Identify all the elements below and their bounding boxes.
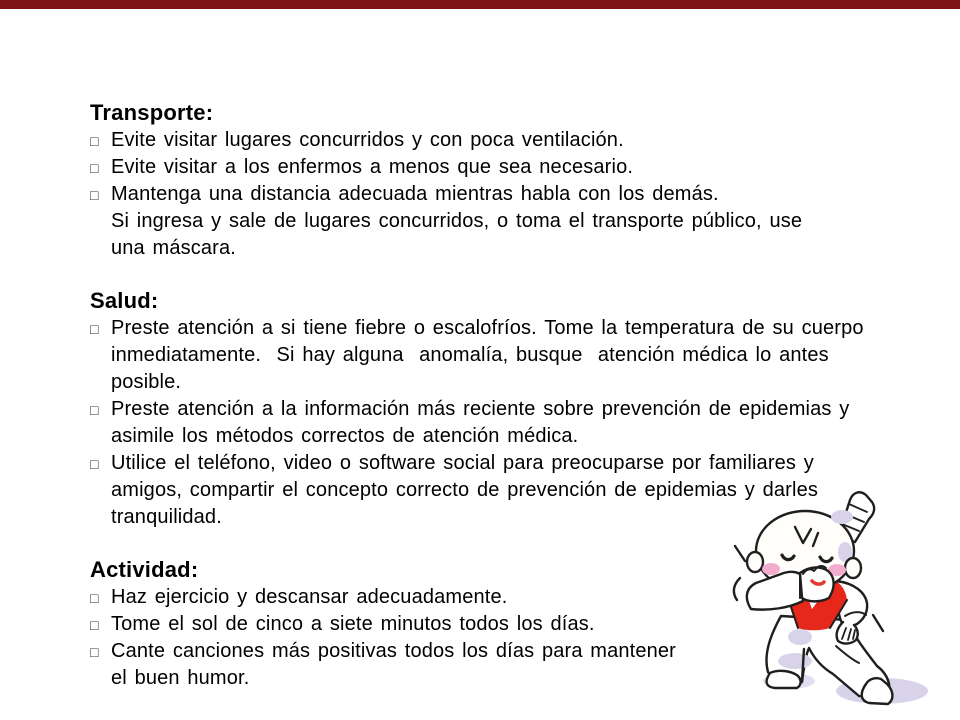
line-text: Cante canciones más positivas todos los días para mantener <box>111 640 676 662</box>
bullet-line <box>90 450 935 477</box>
bullet-line <box>90 154 935 181</box>
left-cheek <box>762 563 780 575</box>
right-ear <box>845 558 861 578</box>
left-ear <box>747 552 763 572</box>
line-text: el buen humor. <box>111 667 250 689</box>
line-text: amigos, compartir el concepto correcto de prevención de epidemias y darles <box>111 479 818 501</box>
checkbox-bullet-icon: □ <box>90 160 99 176</box>
head-shading <box>831 510 853 524</box>
checkbox-bullet-icon: □ <box>90 590 99 606</box>
bullet-line <box>90 423 935 450</box>
line-text: posible. <box>111 371 182 393</box>
line-text: Evite visitar a los enfermos a menos que sea necesario. <box>111 156 634 178</box>
bullet-line <box>90 181 935 208</box>
line-text: una máscara. <box>111 237 236 259</box>
bullet-line <box>90 342 935 369</box>
pants-shading <box>788 629 812 645</box>
motion-stroke <box>734 578 740 600</box>
bullet-line <box>90 127 935 154</box>
left-shoe <box>767 671 801 688</box>
line-text: Tome el sol de cinco a siete minutos todos los días. <box>111 613 595 635</box>
line-text: Evite visitar lugares concurridos y con poca ventilación. <box>111 129 624 151</box>
checkbox-bullet-icon: □ <box>90 321 99 337</box>
line-text: Preste atención a si tiene fiebre o escalofríos. Tome la temperatura de su cuerpo <box>111 317 864 339</box>
line-text: tranquilidad. <box>111 506 222 528</box>
text-section <box>90 99 935 262</box>
pants-shading <box>778 653 812 669</box>
section-heading: Transporte: <box>90 100 214 125</box>
section-lines <box>90 127 935 262</box>
bullet-line <box>90 315 935 342</box>
checkbox-bullet-icon: □ <box>90 644 99 660</box>
bullet-line <box>90 396 935 423</box>
bullet-line <box>90 208 935 235</box>
line-text: Preste atención a la información más reciente sobre prevención de epidemias y <box>111 398 850 420</box>
bullet-line <box>90 369 935 396</box>
coughing-child-illustration <box>698 488 960 718</box>
motion-stroke <box>735 546 745 561</box>
top-accent-bar <box>0 0 960 9</box>
checkbox-bullet-icon: □ <box>90 187 99 203</box>
line-text: Si ingresa y sale de lugares concurridos, o toma el transporte público, use <box>111 210 803 232</box>
line-text: inmediatamente. Si hay alguna anomalía, busque atención médica lo antes <box>111 344 829 366</box>
checkbox-bullet-icon: □ <box>90 456 99 472</box>
bullet-line <box>90 235 935 262</box>
left-forearm <box>747 572 803 610</box>
line-text: Haz ejercicio y descansar adecuadamente. <box>111 586 508 608</box>
section-heading: Actividad: <box>90 557 199 582</box>
motion-stroke <box>873 615 883 631</box>
checkbox-bullet-icon: □ <box>90 402 99 418</box>
line-text: Mantenga una distancia adecuada mientras habla con los demás. <box>111 183 719 205</box>
line-text: asimile los métodos correctos de atención médica. <box>111 425 579 447</box>
checkbox-bullet-icon: □ <box>90 617 99 633</box>
checkbox-bullet-icon: □ <box>90 133 99 149</box>
section-heading: Salud: <box>90 288 159 313</box>
line-text: Utilice el teléfono, video o software social para preocuparse por familiares y <box>111 452 814 474</box>
